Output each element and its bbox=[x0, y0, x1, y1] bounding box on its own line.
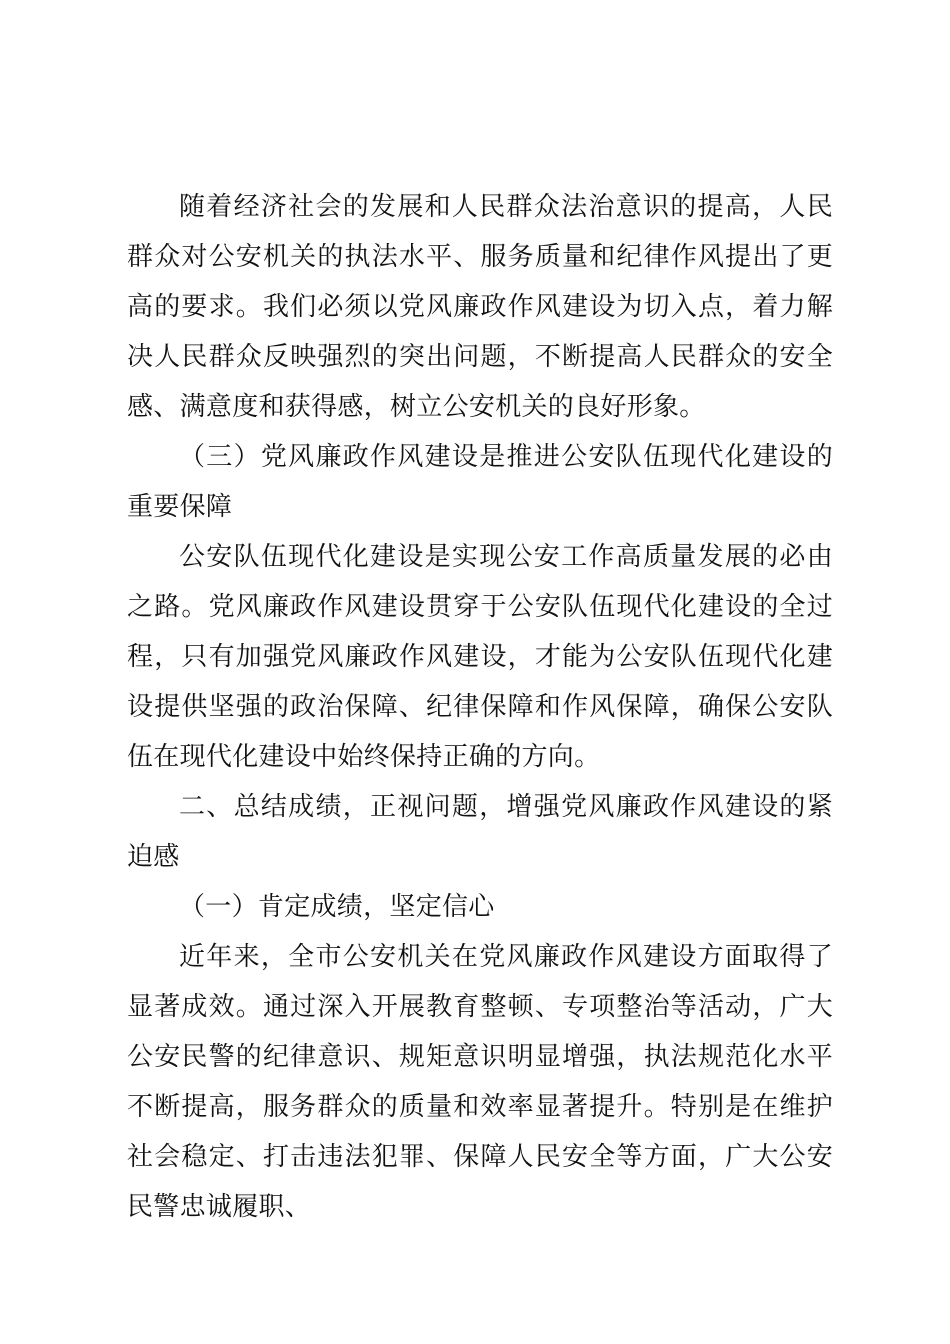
subheading-modernization-guarantee: （三）党风廉政作风建设是推进公安队伍现代化建设的重要保障 bbox=[127, 442, 833, 522]
document-body bbox=[127, 182, 833, 1232]
paragraph-recent-achievements: 近年来，全市公安机关在党风廉政作风建设方面取得了显著成效。通过深入开展教育整顿、专项整治等活动，广大公安民警的纪律意识、规矩意识明显增强，执法规范化水平不断提高，服务群众的质量和效率显著提升。特别是在维护社会稳定、打击违法犯罪、保障人民安全等方面，广大公安民警忠诚履职、 bbox=[127, 942, 833, 1222]
section-heading-summarize-achievements: 二、总结成绩，正视问题，增强党风廉政作风建设的紧迫感 bbox=[127, 792, 833, 872]
subheading-affirm-achievements: （一）肯定成绩，坚定信心 bbox=[179, 892, 495, 922]
paragraph-modernization: 公安队伍现代化建设是实现公安工作高质量发展的必由之路。党风廉政作风建设贯穿于公安队伍现代化建设的全过程，只有加强党风廉政作风建设，才能为公安队伍现代化建设提供坚强的政治保障、纪律保障和作风保障，确保公安队伍在现代化建设中始终保持正确的方向。 bbox=[127, 542, 833, 772]
paragraph-public-expectations: 随着经济社会的发展和人民群众法治意识的提高，人民群众对公安机关的执法水平、服务质量和纪律作风提出了更高的要求。我们必须以党风廉政作风建设为切入点，着力解决人民群众反映强烈的突出问题，不断提高人民群众的安全感、满意度和获得感，树立公安机关的良好形象。 bbox=[127, 192, 833, 422]
